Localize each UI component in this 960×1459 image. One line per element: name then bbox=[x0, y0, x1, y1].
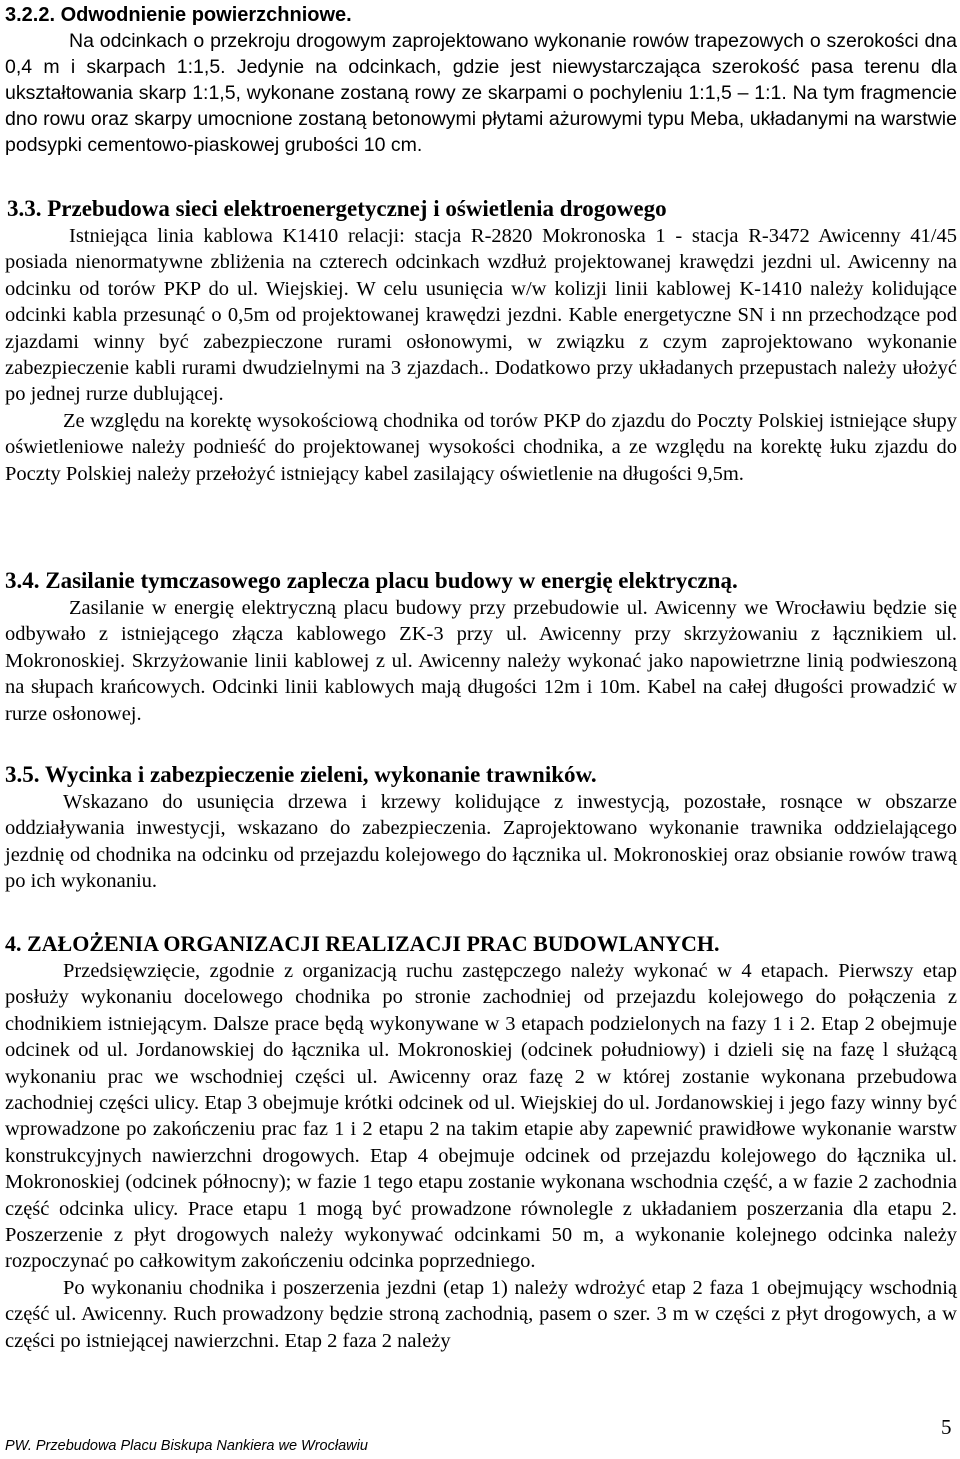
paragraph: Przedsięwzięcie, zgodnie z organizacją ruchu zastępczego należy wykonać w 4 etapach. Pierwszy etap posłuży wykonaniu docelowego chodnika po stronie zachodniej od przejazdu kolejowego do połączenia z chodnikiem istniejącym. Dalsze prace będą wykonywane w 3 etapach podzielonych na fazy 1 i 2. Etap 2 obejmuje odcinek od ul. Jordanowskiej do łącznika ul. Mokronoskiej (odcinek południowy) i dzieli się na fazę l służącą wykonaniu prac we wschodniej części ul. Awicenny oraz fazę 2 w której zostanie wykonana przebudowa zachodniej części ulicy. Etap 3 obejmuje krótki odcinek od ul. Wiejskiej do ul. Jordanowskiej i jego fazy winny być wprowadzone po zakończeniu prac faz 1 i 2 etapu 2 na takim etapie aby zapewnić prawidłowe wykonanie warstw konstrukcyjnych nawierzchni drogowych. Etap 4 obejmuje odcinek od przejazdu kolejowego do łącznika ul. Mokronoskiej (odcinek północny); w fazie 1 tego etapu zostanie wykonana wschodnia część, a w fazie 2 zachodnia część odcinka ulicy. Prace etapu 1 mogą być prowadzone równolegle z układaniem poszerzania dla etapu 2. Poszerzenie z płyt drogowych należy wykonywać odcinkami 50 m, a wykonanie kolejnego odcinka należy rozpoczynać po całkowitym zakończeniu odcinka poprzedniego. bbox=[5, 960, 957, 1273]
paragraph: Ze względu na korektę wysokościową chodnika od torów PKP do zjazdu do Poczty Polskiej istniejące słupy oświetleniowe należy podnieść do projektowanej wysokości chodnika, a ze względu na korektę łuku zjazdu do Poczty Polskiej należy przełożyć istniejący kabel zasilający oświetlenie na długości 9,5m. bbox=[5, 409, 957, 485]
section-heading: 3.4. Zasilanie tymczasowego zaplecza placu budowy w energię elektryczną. bbox=[5, 568, 738, 593]
section-heading: 3.3. Przebudowa sieci elektroenergetycznej i oświetlenia drogowego bbox=[7, 196, 667, 221]
section-heading: 3.5. Wycinka i zabezpieczenie zieleni, wykonanie trawników. bbox=[5, 762, 597, 787]
section-3-2-2 bbox=[5, 2, 957, 158]
paragraph: Wskazano do usunięcia drzewa i krzewy kolidujące z inwestycją, pozostałe, rosnące w obszarze oddziaływania inwestycji, wskazano do zabezpieczenia. Zaprojektowano wykonanie trawnika oddzielającego jezdnię od chodnika na odcinku od przejazdu kolejowego do łącznika ul. Mokronoskiej oraz obsianie rowów trawą po ich wykonaniu. bbox=[5, 791, 957, 893]
paragraph: Zasilanie w energię elektryczną placu budowy przy przebudowie ul. Awicenny we Wrocławiu będzie się odbywało z istniejącego złącza kablowego ZK-3 przy ul. Awicenny przy skrzyżowaniu z łącznikiem ul. Mokronoskiej. Skrzyżowanie linii kablowej z ul. Awicenny należy wykonać jako napowietrzne linią podwieszoną na słupach krańcowych. Odcinki linii kablowych mają długości 12m i 10m. Kabel na całej długości prowadzić w rurze osłonowej. bbox=[5, 597, 957, 725]
footer-title: PW. Przebudowa Placu Biskupa Nankiera we Wrocławiu bbox=[5, 1438, 368, 1454]
paragraph: Na odcinkach o przekroju drogowym zaprojektowano wykonanie rowów trapezowych o szerokości dna 0,4 m i skarpach 1:1,5. Jedynie na odcinkach, gdzie jest niewystarczająca szerokość pasa terenu dla ukształtowania skarp 1:1,5, wykonane zostaną rowy ze skarpami o pochyleniu 1:1,5 – 1:1. Na tym fragmencie dno rowu oraz skarpy umocnione zostaną betonowymi płytami ażurowymi typu Meba, układanymi na warstwie podsypki cementowo-piaskowej grubości 10 cm. bbox=[5, 30, 957, 156]
paragraph: Po wykonaniu chodnika i poszerzenia jezdni (etap 1) należy wdrożyć etap 2 faza 1 obejmujący wschodnią część ul. Awicenny. Ruch prowadzony będzie stroną zachodnią, pasem o szer. 3 m w części z płyt drogowych, a w części po istniejącej nawierzchni. Etap 2 faza 2 należy bbox=[5, 1276, 957, 1352]
section-3-4 bbox=[5, 567, 957, 727]
section-heading: 3.2.2. Odwodnienie powierzchniowe. bbox=[5, 4, 352, 26]
page-number: 5 bbox=[941, 1415, 952, 1439]
chapter-heading: 4. ZAŁOŻENIA ORGANIZACJI REALIZACJI PRAC BUDOWLANYCH. bbox=[5, 931, 720, 956]
section-3-3 bbox=[5, 195, 957, 487]
section-3-5 bbox=[5, 761, 957, 895]
paragraph: Istniejąca linia kablowa K1410 relacji: stacja R-2820 Mokronoska 1 - stacja R-3472 Awicenny 41/45 posiada nienormatywne zbliżenia na czterech odcinkach wzdłuż projektowanej krawędzi jezdni ul. Awicenny na odcinku od torów PKP do ul. Wiejskiej. W celu usunięcia w/w kolizji linii kablowej K-1410 należy kolidujące odcinki kabla przesunąć o 0,5m od projektowanej krawędzi jezdni. Kable energetyczne SN i nn przechodzące pod zjazdami winny być zabezpieczone rurami osłonowymi, w związku z czym zaprojektowano wykonanie zabezpieczenie kabli rurami dwudzielnymi na 3 zjazdach.. Dodatkowo przy układanych przepustach należy ułożyć po jednej rurze dublującej. bbox=[5, 225, 957, 406]
section-4 bbox=[5, 930, 957, 1354]
